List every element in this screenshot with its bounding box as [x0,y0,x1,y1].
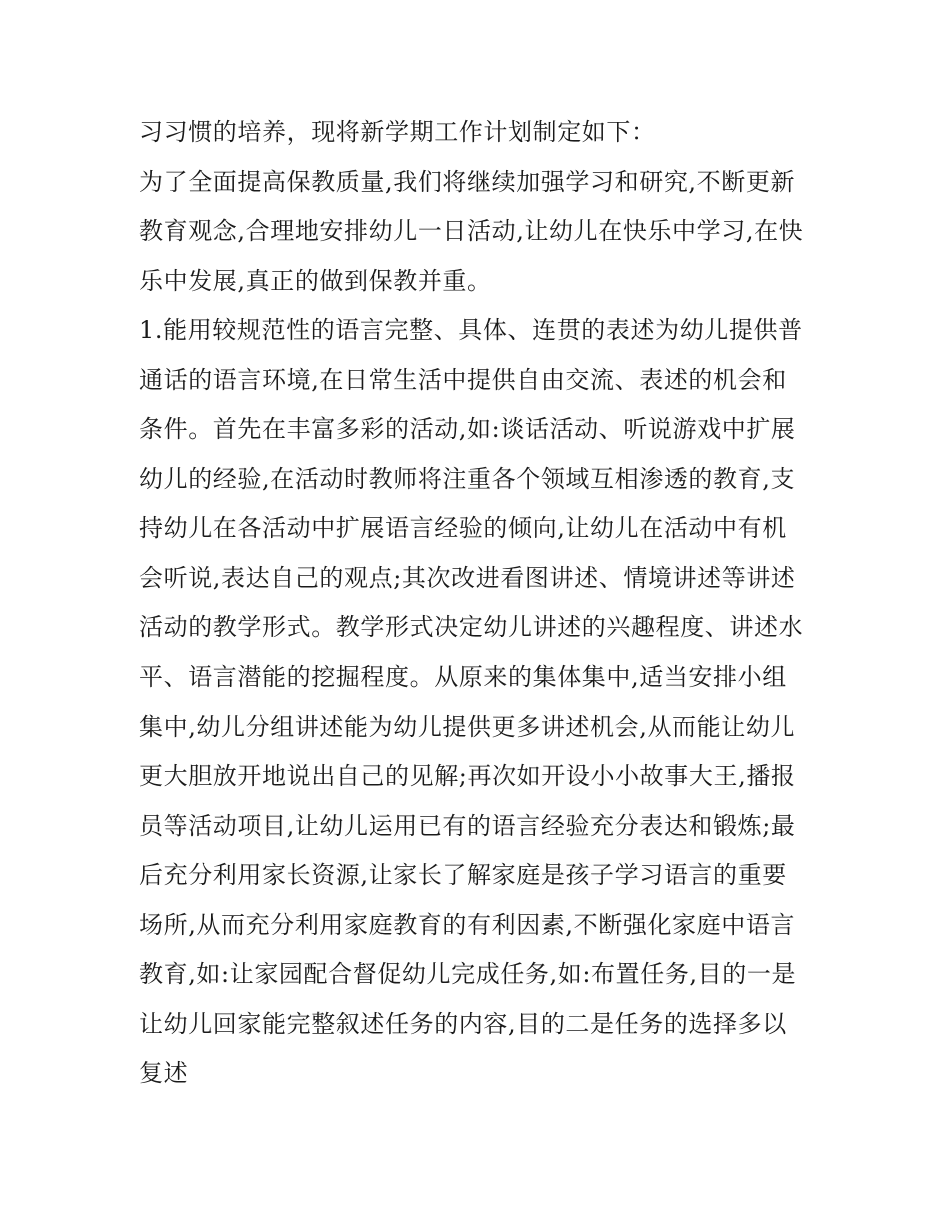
text-line: 为了全面提高保教质量,我们将继续加强学习和研究,不断更新 [139,167,796,196]
text-line: 员等活动项目,让幼儿运用已有的语言经验充分表达和锻炼;最 [139,811,796,840]
text-line: 习习惯的培养，现将新学期工作计划制定如下： [139,118,656,146]
text-line: 更大胆放开地说出自己的见解;再次如开设小小故事大王,播报 [139,762,796,791]
document-body [139,112,819,1103]
text-line: 会听说,表达自己的观点;其次改进看图讲述、情境讲述等讲述 [139,563,796,592]
text-line: 持幼儿在各活动中扩展语言经验的倾向,让幼儿在活动中有机 [139,514,787,543]
text-line: 乐中发展,真正的做到保教并重。 [139,266,492,295]
text-line: 后充分利用家长资源,让家长了解家庭是孩子学习语言的重要 [139,861,787,890]
text-line: 通话的语言环境,在日常生活中提供自由交流、表述的机会和 [139,365,787,394]
text-line: 集中,幼儿分组讲述能为幼儿提供更多讲述机会,从而能让幼儿 [139,712,796,741]
text-line: 复述 [139,1059,189,1088]
text-line: 平、语言潜能的挖掘程度。从原来的集体集中,适当安排小组 [139,663,787,692]
text-line: 活动的教学形式。教学形式决定幼儿讲述的兴趣程度、讲述水 [139,613,804,642]
text-line: 幼儿的经验,在活动时教师将注重各个领域互相渗透的教育,支 [139,464,796,493]
text-line: 1.能用较规范性的语言完整、具体、连贯的表述为幼儿提供普 [139,316,803,345]
text-line: 场所,从而充分利用家庭教育的有利因素,不断强化家庭中语言 [139,910,796,939]
text-line: 条件。首先在丰富多彩的活动,如:谈话活动、听说游戏中扩展 [139,415,796,444]
text-line: 教育观念,合理地安排幼儿一日活动,让幼儿在快乐中学习,在快 [139,217,804,246]
text-line: 教育,如:让家园配合督促幼儿完成任务,如:布置任务,目的一是 [139,960,797,989]
text-line: 让幼儿回家能完整叙述任务的内容,目的二是任务的选择多以 [139,1009,787,1038]
